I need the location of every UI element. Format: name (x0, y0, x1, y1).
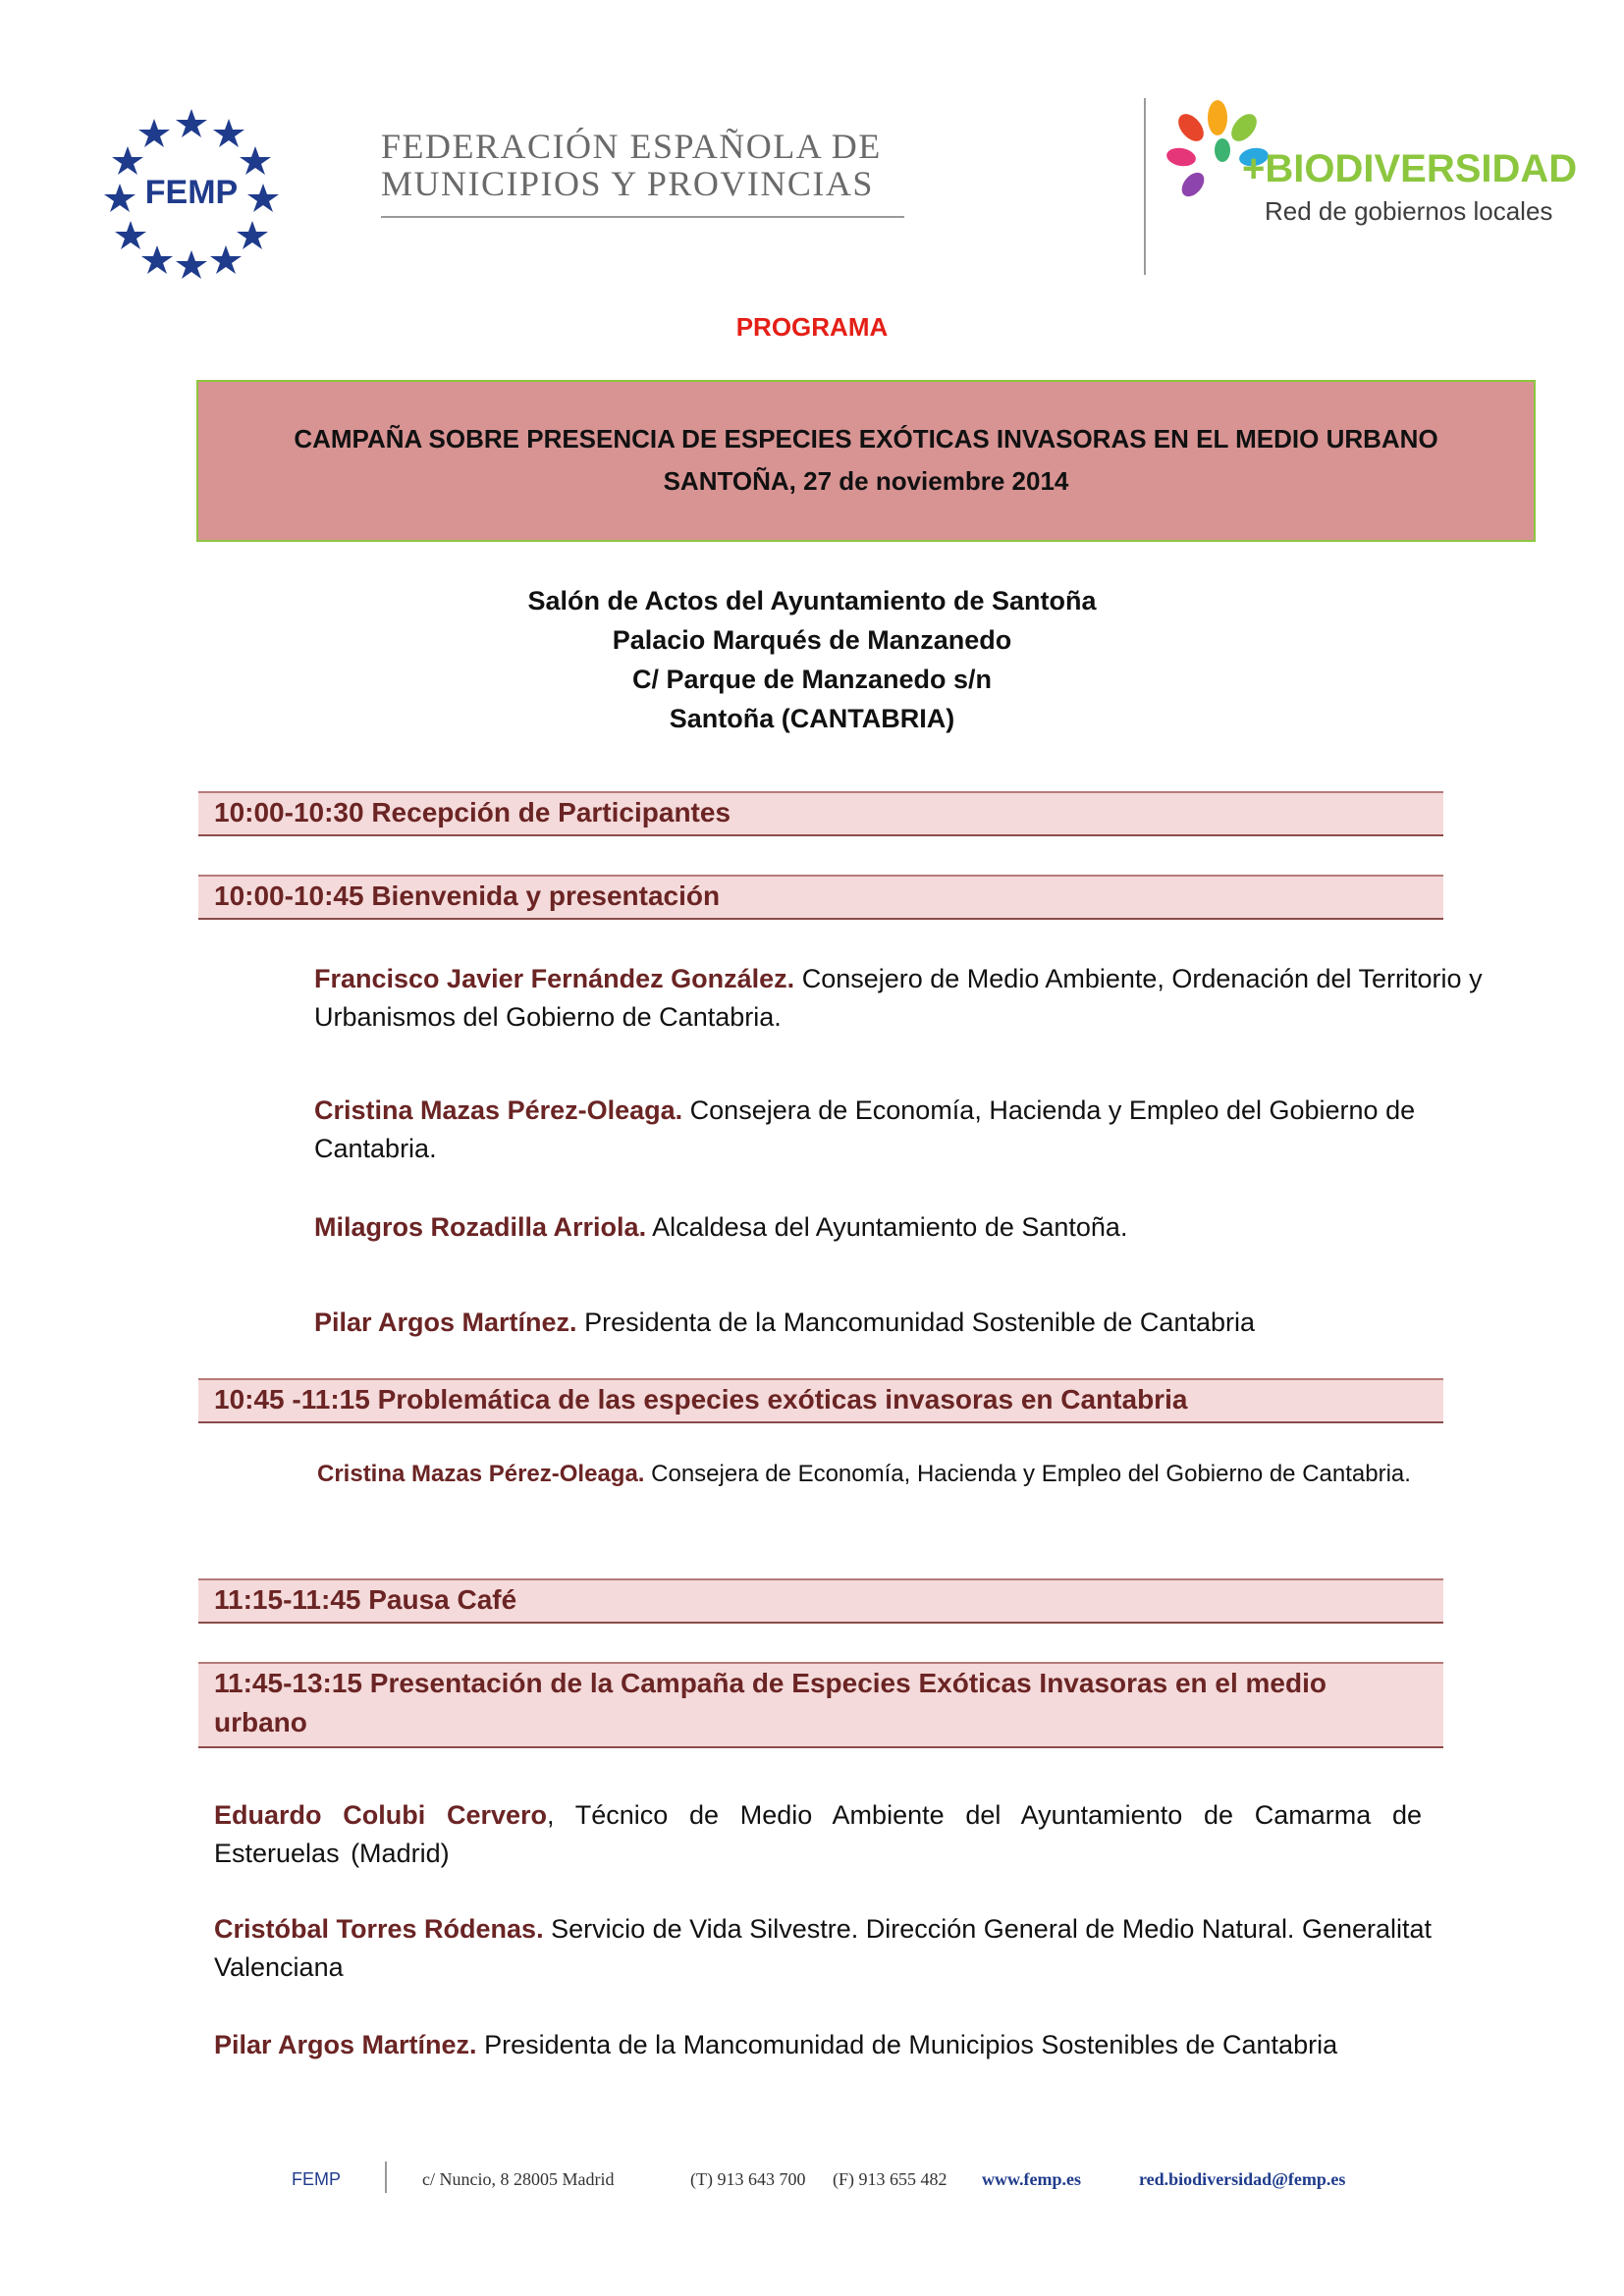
speaker-role: Servicio de Vida Silvestre. Dirección General de Medio Natural. Generalitat Valenciana (214, 1914, 1433, 1982)
venue-line: C/ Parque de Manzanedo s/n (631, 665, 993, 694)
footer-email-link[interactable]: red.biodiversidad@femp.es (1139, 2169, 1346, 2189)
session-bar: 10:45 -11:15 Problemática de las especies exóticas invasoras en Cantabria (198, 1378, 1443, 1423)
speaker-role: Presidenta de la Mancomunidad de Municipios Sostenibles de Cantabria (476, 2030, 1338, 2059)
speaker-name: Francisco Javier Fernández González. (314, 964, 795, 993)
speaker-entry (214, 2026, 1490, 2064)
venue-block (0, 581, 1624, 738)
campaign-date: SANTOÑA, 27 de noviembre 2014 (663, 466, 1069, 496)
speaker-entry (314, 1208, 1492, 1247)
footer-org: FEMP (292, 2169, 342, 2189)
campaign-box (196, 380, 1536, 542)
footer-fax: (F) 913 655 482 (833, 2169, 947, 2189)
venue-line: Salón de Actos del Ayuntamiento de Santoña (527, 586, 1097, 615)
speaker-name: Milagros Rozadilla Arriola. (314, 1212, 647, 1242)
biodiversidad-logo-subtitle: Red de gobiernos locales (1265, 196, 1553, 226)
speaker-name: Pilar Argos Martínez. (314, 1308, 577, 1337)
speaker-role: , Técnico de Medio Ambiente del Ayuntamiento de Camarma de Esteruelas (Madrid) (214, 1800, 1422, 1868)
speaker-name: Cristina Mazas Pérez-Oleaga. (317, 1461, 645, 1487)
speaker-entry (314, 960, 1492, 1037)
femp-logo (103, 103, 280, 280)
speaker-role: Alcaldesa del Ayuntamiento de Santoña. (646, 1212, 1128, 1242)
venue-line: Santoña (CANTABRIA) (669, 704, 955, 733)
femp-logo-text: FEMP (144, 174, 239, 211)
session-bar: 11:15-11:45 Pausa Café (198, 1578, 1443, 1624)
speaker-role: Consejera de Economía, Hacienda y Empleo del Gobierno de Cantabria. (314, 1095, 1416, 1163)
federation-line-2: MUNICIPIOS Y PROVINCIAS (381, 164, 874, 203)
speaker-entry (314, 1304, 1492, 1342)
speaker-role: Consejera de Economía, Hacienda y Empleo del Gobierno de Cantabria. (644, 1461, 1411, 1487)
session-bar: 10:00-10:30 Recepción de Participantes (198, 791, 1443, 836)
speaker-entry (314, 1092, 1502, 1168)
venue-line: Palacio Marqués de Manzanedo (612, 625, 1012, 655)
campaign-title: CAMPAÑA SOBRE PRESENCIA DE ESPECIES EXÓTICAS INVASORAS EN EL MEDIO URBANO (294, 424, 1438, 454)
footer-website-link[interactable]: www.femp.es (982, 2169, 1081, 2189)
speaker-name: Pilar Argos Martínez. (214, 2030, 477, 2059)
federation-name (381, 128, 911, 202)
footer-phone: (T) 913 643 700 (690, 2169, 806, 2189)
programa-heading: PROGRAMA (735, 312, 889, 342)
footer-divider (385, 2162, 387, 2193)
federation-line-1: FEDERACIÓN ESPAÑOLA DE (381, 127, 882, 166)
speaker-name: Cristina Mazas Pérez-Oleaga. (314, 1095, 683, 1125)
page-footer (0, 2160, 1624, 2199)
federation-underline (381, 216, 904, 218)
biodiversidad-logo-title: +BIODIVERSIDAD (1242, 147, 1578, 190)
speaker-role: Presidenta de la Mancomunidad Sostenible de Cantabria (576, 1308, 1256, 1337)
speaker-entry (317, 1457, 1446, 1492)
speaker-entry (214, 1910, 1441, 1987)
header-divider (1144, 98, 1146, 275)
speaker-name: Eduardo Colubi Cervero (214, 1800, 547, 1830)
speaker-name: Cristóbal Torres Ródenas. (214, 1914, 544, 1944)
session-bar: 10:00-10:45 Bienvenida y presentación (198, 875, 1443, 920)
session-bar: 11:45-13:15 Presentación de la Campaña de Especies Exóticas Invasoras en el medio urbano (198, 1662, 1443, 1748)
footer-address: c/ Nuncio, 8 28005 Madrid (422, 2169, 615, 2189)
speaker-entry (214, 1796, 1422, 1873)
speaker-role: Consejero de Medio Ambiente, Ordenación del Territorio y Urbanismos del Gobierno de Cantabria. (314, 964, 1483, 1032)
